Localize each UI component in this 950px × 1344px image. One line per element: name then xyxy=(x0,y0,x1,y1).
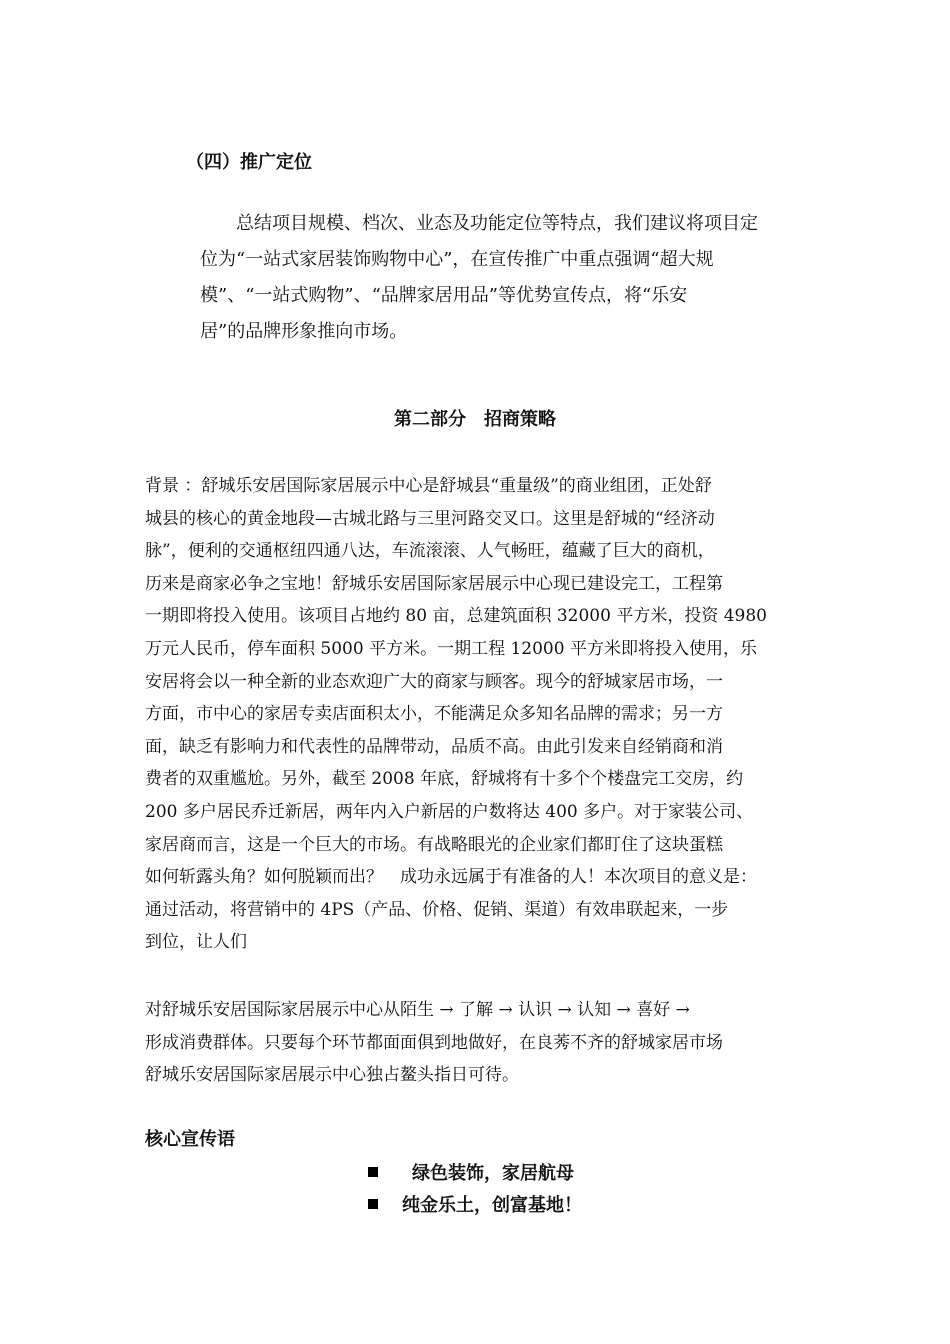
slogan-text: 纯金乐土，创富基地！ xyxy=(402,1195,582,1216)
paragraph-line: 背景 ：舒城乐安居国际家居展示中心是舒城县“重量级”的商业组团，正处舒 xyxy=(145,476,712,496)
core-slogan-title: 核心宣传语 xyxy=(145,1129,235,1150)
paragraph-line: 方面，市中心的家居专卖店面积太小，不能满足众多知名品牌的需求；另一方 xyxy=(145,704,723,725)
paragraph-line: 200 多户居民乔迁新居，两年内入户新居的户数将达 400 多户。对于家装公司、 xyxy=(145,801,754,822)
paragraph-line: 对舒城乐安居国际家居展示中心从陌生 → 了解 → 认识 → 认知 → 喜好 → xyxy=(145,1000,690,1020)
paragraph-line: 形成消费群体。只要每个环节都面面俱到地做好，在良莠不齐的舒城家居市场 xyxy=(145,1032,723,1053)
paragraph-line: 舒城乐安居国际家居展示中心独占鳌头指日可待。 xyxy=(145,1065,519,1086)
paragraph-line: 位为“一站式家居装饰购物中心”，在宣传推广中重点强调“超大规 xyxy=(200,249,714,270)
slogan-item xyxy=(368,1158,582,1190)
slogan-item xyxy=(368,1190,582,1222)
paragraph-line: 历来是商家必争之宝地！舒城乐安居国际家居展示中心现已建设完工，工程第 xyxy=(145,573,723,594)
paragraph-line: 居”的品牌形象推向市场。 xyxy=(200,321,408,342)
consumer-journey-paragraph xyxy=(145,994,813,1092)
square-bullet-icon xyxy=(368,1167,378,1177)
slogan-list xyxy=(368,1158,582,1222)
paragraph-line: 通过活动，将营销中的 4PS（产品、价格、促销、渠道）有效串联起来，一步 xyxy=(145,899,729,920)
paragraph-line: 城县的核心的黄金地段—古城北路与三里河路交叉口。这里是舒城的“经济动 xyxy=(145,508,715,529)
paragraph-line: 如何斩露头角？如何脱颖而出？ 成功永远属于有准备的人！本次项目的意义是： xyxy=(145,867,757,888)
paragraph-line: 家居商而言，这是一个巨大的市场。有战略眼光的企业家们都盯住了这块蛋糕 xyxy=(145,834,723,855)
paragraph-line: 到位，让人们 xyxy=(145,932,247,953)
square-bullet-icon xyxy=(368,1199,378,1209)
paragraph-line: 一期即将投入使用。该项目占地约 80 亩，总建筑面积 32000 平方米，投资 4980 xyxy=(145,606,767,627)
paragraph-line: 安居将会以一种全新的业态欢迎广大的商家与顾客。现今的舒城家居市场，一 xyxy=(145,671,723,692)
section4-title: （四）推广定位 xyxy=(186,152,312,173)
paragraph-line: 万元人民币，停车面积 5000 平方米。一期工程 12000 平方米即将投入使用，乐 xyxy=(145,638,757,659)
section4-paragraph xyxy=(200,206,810,350)
paragraph-line: 脉”，便利的交通枢纽四通八达，车流滚滚、人气畅旺，蕴藏了巨大的商机， xyxy=(145,541,715,562)
slogan-text: 绿色装饰，家居航母 xyxy=(412,1163,574,1184)
paragraph-line: 模”、“一站式购物”、“品牌家居用品”等优势宣传点，将“乐安 xyxy=(200,285,688,306)
part2-heading: 第二部分 招商策略 xyxy=(394,409,556,430)
paragraph-line: 面，缺乏有影响力和代表性的品牌带动，品质不高。由此引发来自经销商和消 xyxy=(145,736,723,757)
paragraph-line: 费者的双重尴尬。另外，截至 2008 年底，舒城将有十多个个楼盘完工交房，约 xyxy=(145,769,744,790)
background-paragraph xyxy=(145,470,813,959)
paragraph-line: 总结项目规模、档次、业态及功能定位等特点，我们建议将项目定 xyxy=(200,213,758,234)
